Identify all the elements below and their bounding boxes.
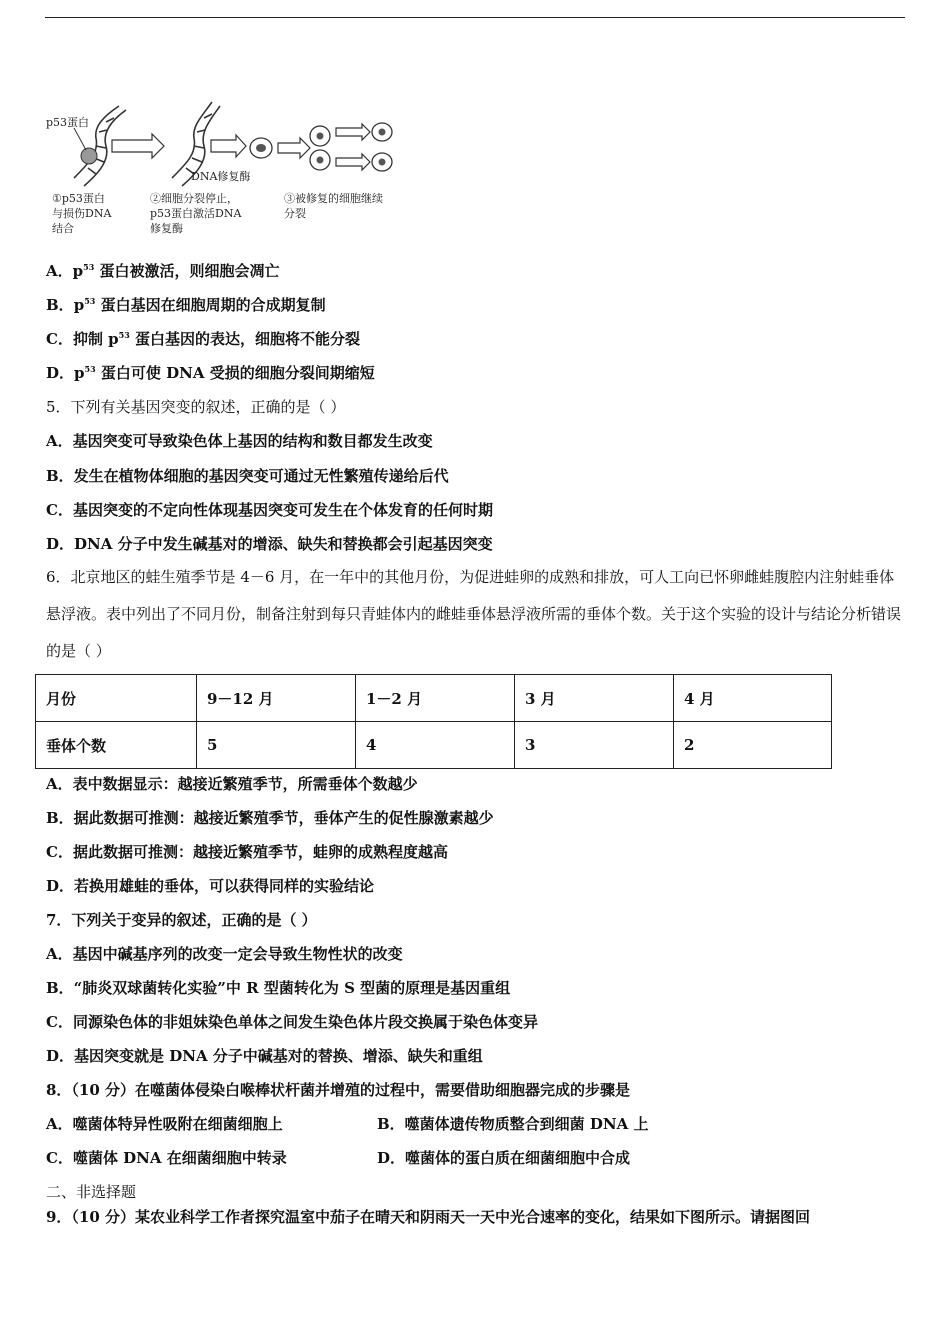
- table-cell: 3 月: [515, 675, 674, 722]
- table-cell: 1－2 月: [356, 675, 515, 722]
- q7-option-b: B．“肺炎双球菌转化实验”中 R 型菌转化为 S 型菌的原理是基因重组: [46, 979, 511, 997]
- q6-option-b: B．据此数据可推测：越接近繁殖季节，垂体产生的促性腺激素越少: [46, 809, 494, 827]
- q6-option-a: A．表中数据显示：越接近繁殖季节，所需垂体个数越少: [46, 775, 418, 793]
- table-row: [36, 675, 832, 722]
- table-cell: 3: [515, 722, 674, 769]
- section-heading: 二、非选择题: [46, 1183, 137, 1201]
- step1-line3: 结合: [52, 222, 74, 235]
- arrow-icon-5: [336, 154, 370, 170]
- arrow-icon-2: [211, 135, 246, 157]
- table-row: [36, 722, 832, 769]
- step2-line2: p53蛋白激活DNA: [150, 207, 242, 220]
- step3-line2: 分裂: [284, 207, 306, 220]
- cell-icon: [250, 138, 272, 158]
- q4-option-d: D．$p^{53}$ 蛋白可使 DNA 受损的细胞分裂间期缩短: [46, 364, 375, 382]
- daughter-cell-icon-2: [372, 153, 392, 171]
- table-cell: 垂体个数: [36, 722, 197, 769]
- step2-line1: ②细胞分裂停止，: [150, 192, 238, 205]
- q7-option-c: C．同源染色体的非姐妹染色单体之间发生染色体片段交换属于染色体变异: [46, 1013, 538, 1031]
- q4-option-b: B．$p^{53}$ 蛋白基因在细胞周期的合成期复制: [46, 296, 326, 314]
- q8-option-d: D．噬菌体的蛋白质在细菌细胞中合成: [377, 1149, 631, 1167]
- table-cell: 月份: [36, 675, 197, 722]
- daughter-cell-icon-1: [372, 123, 392, 141]
- q8-stem: 8．（10 分）在噬菌体侵染白喉棒状杆菌并增殖的过程中，需要借助细胞器完成的步骤是: [46, 1081, 631, 1099]
- q7-option-a: A．基因中碱基序列的改变一定会导致生物性状的改变: [46, 945, 403, 963]
- p53-label: p53蛋白: [46, 116, 90, 129]
- q6-option-d: D．若换用雄蛙的垂体，可以获得同样的实验结论: [46, 877, 375, 895]
- table-cell: 9－12 月: [197, 675, 356, 722]
- header-rule: [45, 17, 905, 18]
- dividing-cell-icon: [310, 126, 330, 170]
- q8-option-c: C．噬菌体 DNA 在细菌细胞中转录: [46, 1149, 287, 1167]
- q8-option-b: B．噬菌体遗传物质整合到细菌 DNA 上: [377, 1115, 649, 1133]
- arrow-icon-1: [112, 134, 164, 158]
- arrow-icon-3: [278, 138, 310, 158]
- table-cell: 4 月: [674, 675, 832, 722]
- q9-stem: 9．（10 分）某农业科学工作者探究温室中茄子在晴天和阴雨天一天中光合速率的变化，结果如下图所示。请据图回: [46, 1208, 811, 1226]
- q6-table: [35, 674, 832, 769]
- step2-line3: 修复酶: [150, 222, 183, 235]
- q5-option-a: A．基因突变可导致染色体上基因的结构和数目都发生改变: [46, 432, 433, 450]
- dna-enzyme-label: DNA修复酶: [191, 170, 251, 183]
- q6-option-c: C．据此数据可推测：越接近繁殖季节，蛙卵的成熟程度越高: [46, 843, 448, 861]
- q5-option-b: B．发生在植物体细胞的基因突变可通过无性繁殖传递给后代: [46, 467, 449, 485]
- q5-option-c: C．基因突变的不定向性体现基因突变可发生在个体发育的任何时期: [46, 501, 493, 519]
- q7-option-d: D．基因突变就是 DNA 分子中碱基对的替换、增添、缺失和重组: [46, 1047, 483, 1065]
- q4-option-c: C．抑制 $p^{53}$ 蛋白基因的表达，细胞将不能分裂: [46, 330, 361, 348]
- q5-option-d: D．DNA 分子中发生碱基对的增添、缺失和替换都会引起基因突变: [46, 535, 493, 553]
- step1-line2: 与损伤DNA: [52, 207, 112, 220]
- table-cell: 2: [674, 722, 832, 769]
- p53-protein-blob: [81, 148, 97, 164]
- q8-option-a: A．噬菌体特异性吸附在细菌细胞上: [46, 1115, 283, 1133]
- q5-stem: 5．下列有关基因突变的叙述，正确的是（ ）: [46, 398, 346, 416]
- step3-line1: ③被修复的细胞继续: [284, 192, 383, 205]
- q7-stem: 7．下列关于变异的叙述，正确的是（ ）: [46, 911, 317, 929]
- table-cell: 5: [197, 722, 356, 769]
- p53-process-figure: [44, 98, 404, 243]
- step1-line1: ①p53蛋白: [52, 192, 105, 205]
- table-cell: 4: [356, 722, 515, 769]
- q4-option-a: A．$p^{53}$ 蛋白被激活，则细胞会凋亡: [46, 262, 280, 280]
- q6-stem: 6．北京地区的蛙生殖季节是 4－6 月，在一年中的其他月份，为促进蛙卵的成熟和排放，可人工向已怀卵雌蛙腹腔内注射蛙垂体悬浮液。表中列出了不同月份，制备注射到每只青蛙体内的雌蛙垂体悬浮液所需的垂体个数。关于这个实验的设计与结论分析错误的是（ ）: [46, 568, 902, 660]
- arrow-icon-4: [336, 124, 370, 140]
